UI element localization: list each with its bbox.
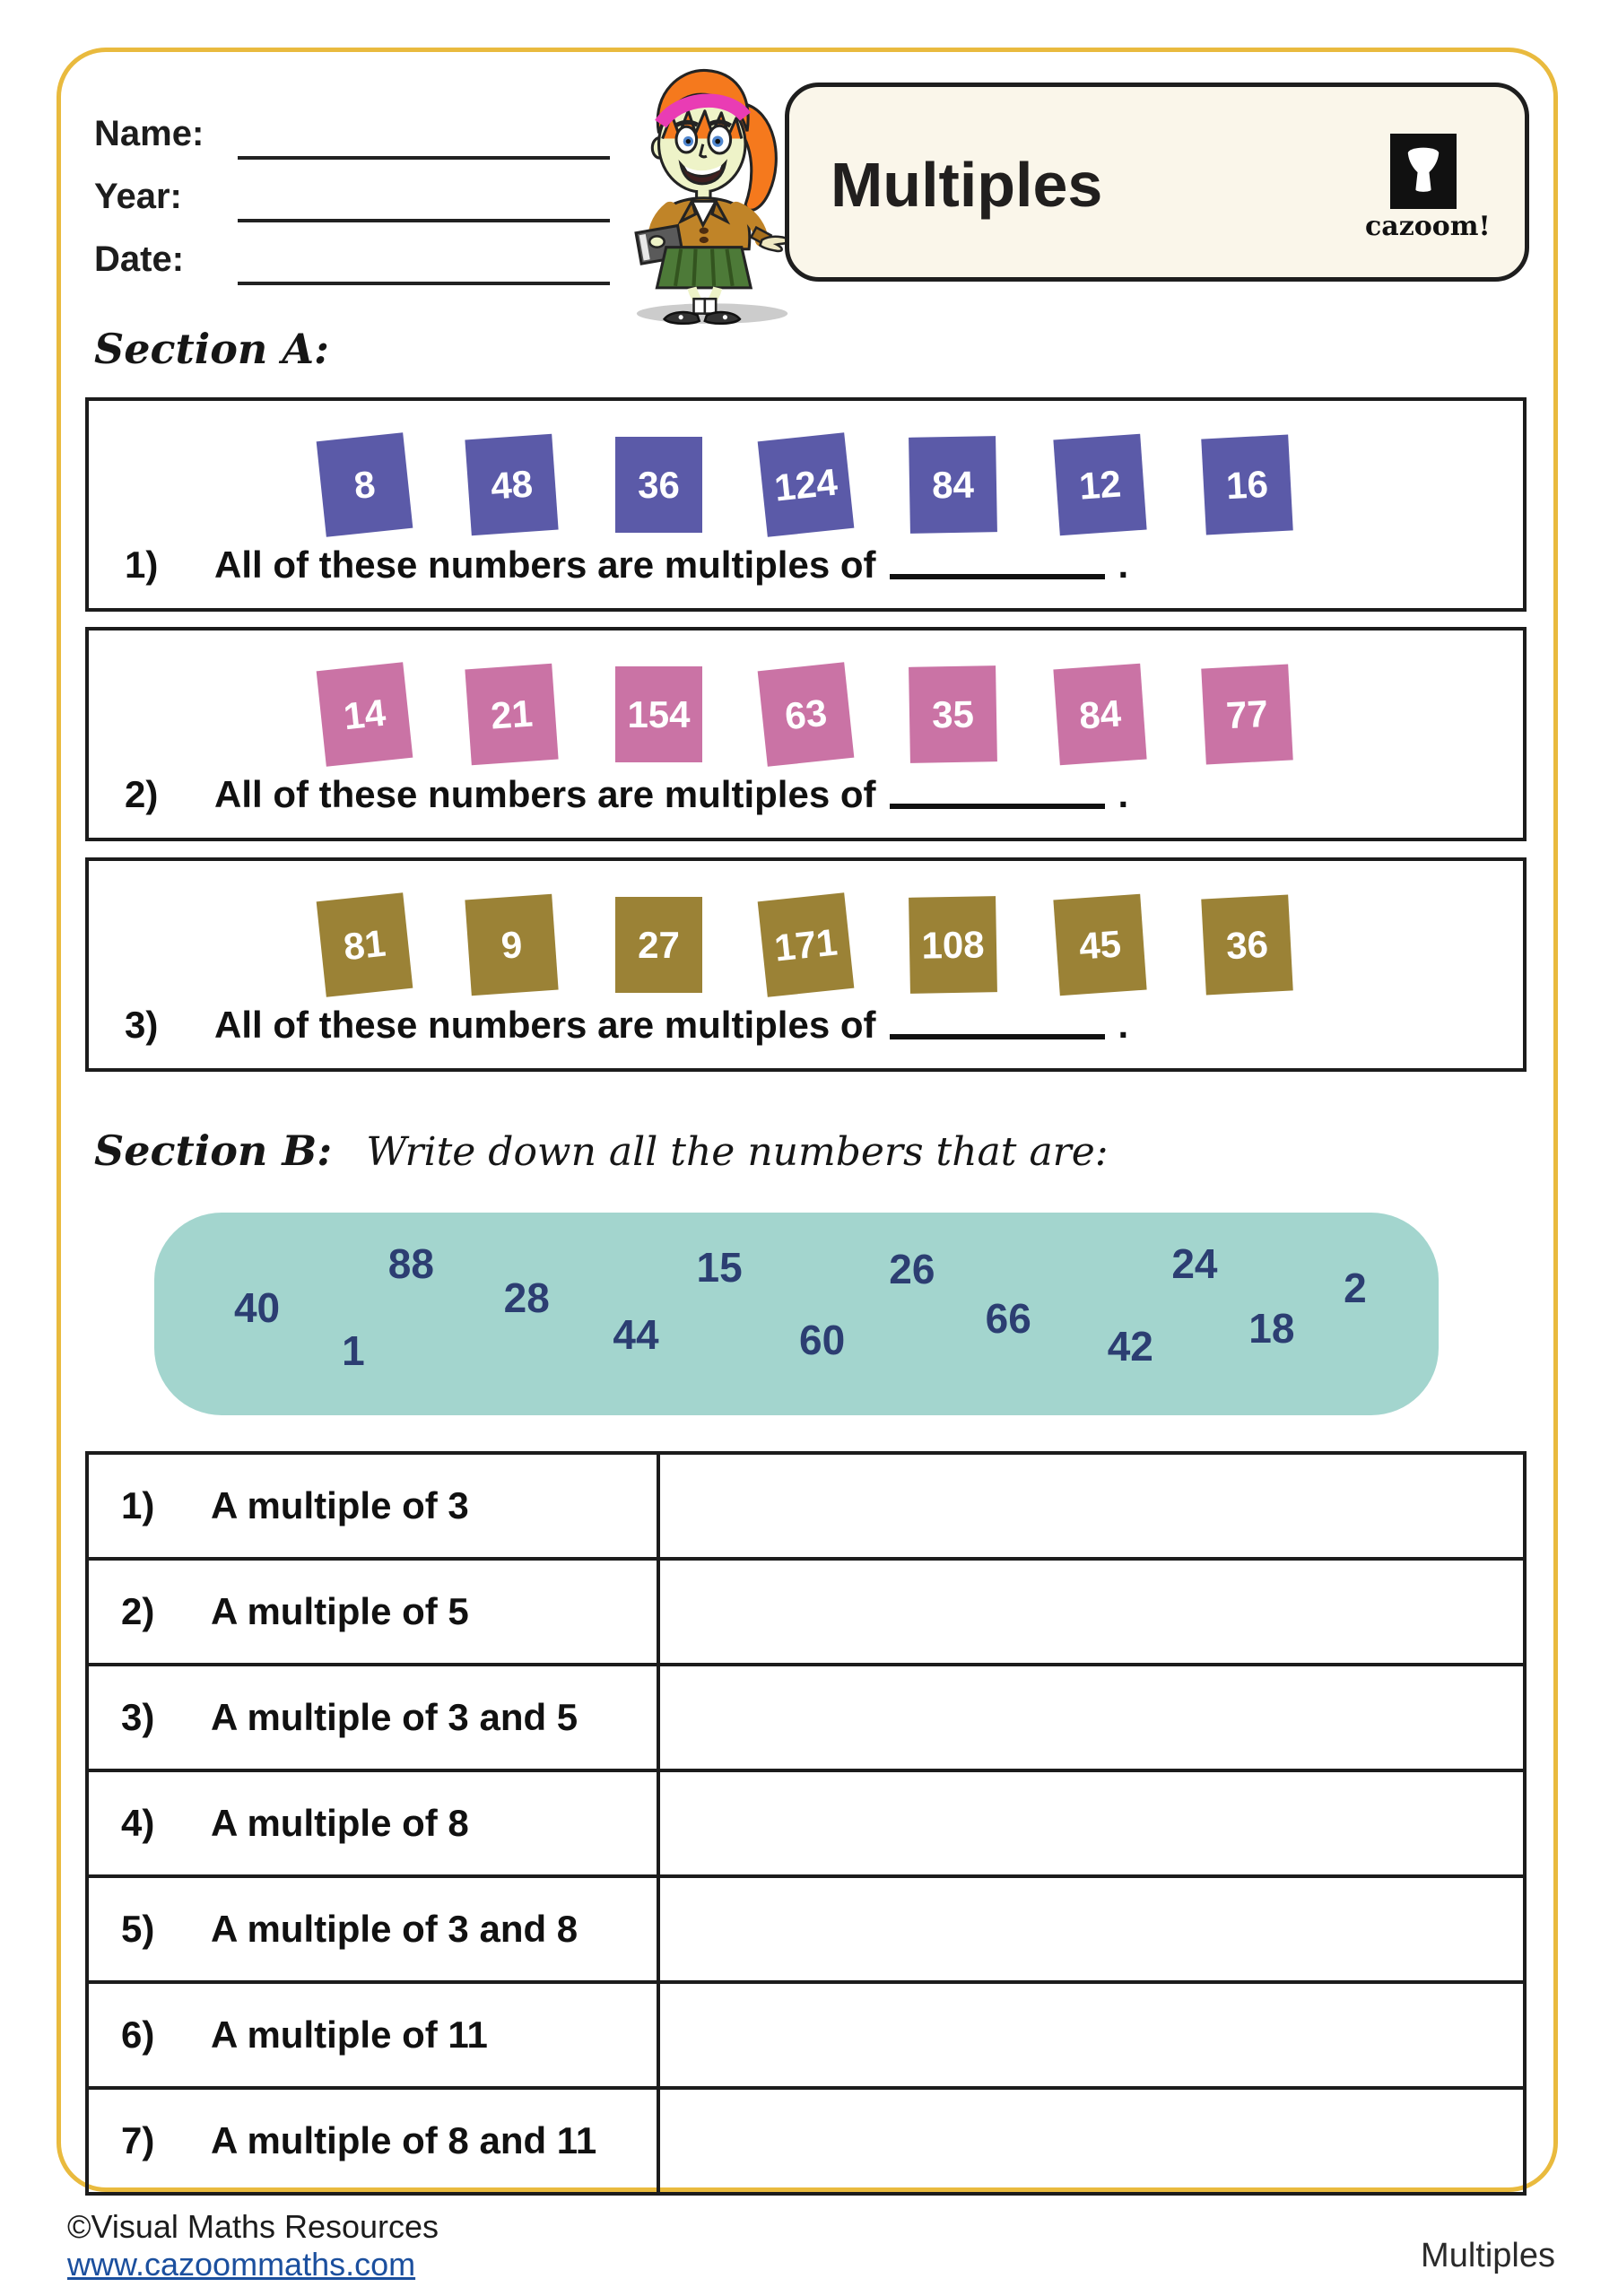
pool-number: 42 <box>1107 1323 1153 1370</box>
question-number: 2) <box>125 773 159 815</box>
row-label: A multiple of 3 <box>211 1484 469 1526</box>
row-number: 7) <box>121 2119 155 2161</box>
answer-blank[interactable] <box>890 574 1105 579</box>
section-b-instruction: Write down all the numbers that are: <box>366 1129 1109 1175</box>
question-cell <box>87 1453 658 1559</box>
cazoommaths-link[interactable]: www.cazoommaths.com <box>67 2246 416 2283</box>
pool-number: 44 <box>613 1310 659 1358</box>
title-box <box>785 83 1529 282</box>
pool-number: 18 <box>1248 1304 1295 1352</box>
question-suffix: . <box>1118 544 1129 586</box>
question-prompt: All of these numbers are multiples of <box>214 544 876 586</box>
number-tile: 16 <box>1201 435 1292 535</box>
header-fields <box>94 97 610 285</box>
row-label: A multiple of 3 and 5 <box>211 1696 578 1738</box>
pool-number: 66 <box>985 1294 1031 1342</box>
answer-cell[interactable] <box>658 1665 1525 1770</box>
table-row <box>87 1876 1525 1982</box>
number-tile: 27 <box>615 897 702 993</box>
date-write-in-line[interactable] <box>238 235 610 285</box>
row-number: 6) <box>121 2013 155 2056</box>
name-write-in-line[interactable] <box>238 109 610 160</box>
number-tile: 8 <box>317 432 413 537</box>
tile-row <box>89 897 1523 993</box>
question-cell <box>87 1665 658 1770</box>
row-number: 5) <box>121 1908 155 1950</box>
answer-cell[interactable] <box>658 1876 1525 1982</box>
answer-cell[interactable] <box>658 2088 1525 2194</box>
section-a-group-2 <box>85 627 1527 841</box>
number-tile: 35 <box>909 665 997 763</box>
section-b-heading-row <box>94 1126 1109 1175</box>
answer-cell[interactable] <box>658 1982 1525 2088</box>
number-tile: 9 <box>465 894 558 996</box>
table-row <box>87 1770 1525 1876</box>
pool-number: 1 <box>342 1326 365 1374</box>
row-number: 4) <box>121 1802 155 1844</box>
year-label: Year: <box>94 177 182 216</box>
number-tile: 84 <box>909 436 997 534</box>
number-tile: 81 <box>317 892 413 997</box>
number-tile: 124 <box>758 432 855 537</box>
table-row <box>87 1453 1525 1559</box>
schoolgirl-character-image <box>608 50 813 326</box>
date-label: Date: <box>94 239 185 279</box>
pool-number: 88 <box>387 1239 434 1287</box>
number-tile: 154 <box>615 666 702 762</box>
row-label: A multiple of 3 and 8 <box>211 1908 578 1950</box>
tile-row <box>89 437 1523 533</box>
number-tile: 48 <box>465 434 558 536</box>
date-field-row <box>94 222 610 285</box>
row-label: A multiple of 8 <box>211 1802 469 1844</box>
number-pool <box>154 1213 1439 1415</box>
question-number: 3) <box>125 1004 159 1046</box>
number-tile: 14 <box>317 662 413 767</box>
answer-cell[interactable] <box>658 1559 1525 1665</box>
question-cell <box>87 1982 658 2088</box>
name-field-row <box>94 97 610 160</box>
section-a-heading: Section A: <box>94 325 330 373</box>
number-tile: 36 <box>615 437 702 533</box>
number-tile: 45 <box>1053 894 1146 996</box>
tile-row <box>89 666 1523 762</box>
section-a-group-1 <box>85 397 1527 612</box>
table-row <box>87 1982 1525 2088</box>
question-cell <box>87 1876 658 1982</box>
pool-number: 40 <box>233 1284 281 1332</box>
question-cell <box>87 1770 658 1876</box>
name-label: Name: <box>94 114 204 153</box>
row-label: A multiple of 8 and 11 <box>211 2119 597 2161</box>
table-row <box>87 1559 1525 1665</box>
number-tile: 171 <box>758 892 855 997</box>
pool-number: 26 <box>889 1246 935 1293</box>
pool-number: 24 <box>1171 1239 1218 1287</box>
copyright-text: ©Visual Maths Resources <box>67 2208 439 2245</box>
question-cell <box>87 1559 658 1665</box>
pool-number: 28 <box>503 1274 550 1321</box>
year-field-row <box>94 160 610 222</box>
answer-cell[interactable] <box>658 1453 1525 1559</box>
question-suffix: . <box>1118 773 1129 815</box>
question-line <box>125 544 1128 587</box>
number-tile: 108 <box>909 896 997 994</box>
number-tile: 63 <box>758 662 855 767</box>
number-tile: 84 <box>1053 664 1146 766</box>
pool-number: 2 <box>1344 1264 1367 1311</box>
number-tile: 21 <box>465 664 558 766</box>
section-a-group-3 <box>85 857 1527 1072</box>
page-title: Multiples <box>831 150 1103 221</box>
djembe-drum-icon <box>1390 134 1457 209</box>
number-tile: 36 <box>1201 895 1292 996</box>
question-line <box>125 773 1128 816</box>
number-tile: 12 <box>1053 434 1146 536</box>
answer-cell[interactable] <box>658 1770 1525 1876</box>
cazoom-logo-text: cazoom! <box>1365 211 1491 242</box>
question-suffix: . <box>1118 1004 1129 1046</box>
row-number: 3) <box>121 1696 155 1738</box>
row-label: A multiple of 5 <box>211 1590 469 1632</box>
question-cell <box>87 2088 658 2194</box>
question-line <box>125 1004 1128 1047</box>
question-prompt: All of these numbers are multiples of <box>214 773 876 815</box>
row-number: 1) <box>121 1484 155 1526</box>
cazoom-logo <box>1365 134 1491 242</box>
number-tile: 77 <box>1201 665 1292 765</box>
row-label: A multiple of 11 <box>211 2013 488 2056</box>
answer-blank[interactable] <box>890 1034 1105 1039</box>
answer-blank[interactable] <box>890 804 1105 809</box>
footer-page-label: Multiples <box>1421 2237 1555 2274</box>
pool-number: 15 <box>696 1244 743 1292</box>
row-number: 2) <box>121 1590 155 1632</box>
section-b-heading: Section B: <box>94 1126 333 1175</box>
table-row <box>87 2088 1525 2194</box>
table-row <box>87 1665 1525 1770</box>
question-prompt: All of these numbers are multiples of <box>214 1004 876 1046</box>
pool-number: 60 <box>799 1317 846 1364</box>
section-b-table <box>85 1451 1527 2196</box>
question-number: 1) <box>125 544 159 586</box>
year-write-in-line[interactable] <box>238 172 610 222</box>
